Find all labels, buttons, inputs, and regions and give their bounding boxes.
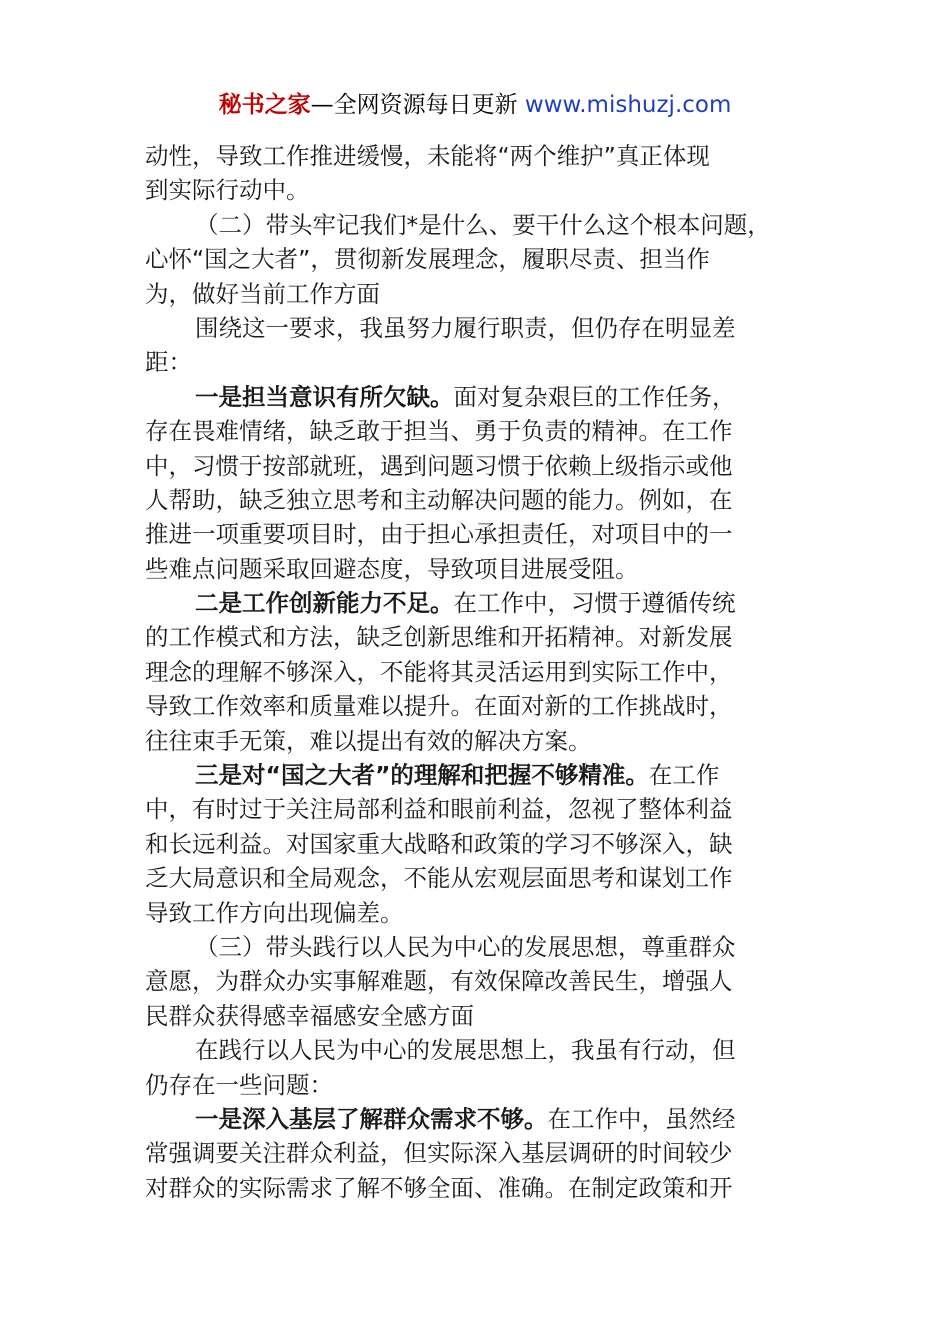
section-heading-line: （三）带头践行以人民为中心的发展思想，尊重群众 xyxy=(195,932,736,961)
point-text: 面对复杂艰巨的工作任务， xyxy=(453,382,736,411)
section-heading-line: （二）带头牢记我们*是什么、要干什么这个根本问题， xyxy=(195,210,771,239)
section-heading-line: 为，做好当前工作方面 xyxy=(145,279,380,308)
point-title: 三是对“国之大者”的理解和把握不够精准。 xyxy=(195,761,649,790)
text-line: 导致工作效率和质量难以提升。在面对新的工作挑战时， xyxy=(145,692,733,721)
section-heading-line: 民群众获得感幸福感安全感方面 xyxy=(145,1001,474,1030)
text-line: 围绕这一要求，我虽努力履行职责，但仍存在明显差 xyxy=(195,313,736,342)
text-line: 中，习惯于按部就班，遇到问题习惯于依赖上级指示或他 xyxy=(145,451,733,480)
text-line: 和长远利益。对国家重大战略和政策的学习不够深入，缺 xyxy=(145,829,733,858)
text-line: 对群众的实际需求了解不够全面、准确。在制定政策和开 xyxy=(145,1173,733,1202)
point-title: 一是担当意识有所欠缺。 xyxy=(195,382,454,411)
text-line: 推进一项重要项目时，由于担心承担责任，对项目中的一 xyxy=(145,520,733,549)
text-line: 常强调要关注群众利益，但实际深入基层调研的时间较少 xyxy=(145,1139,733,1168)
header-tagline: —全网资源每日更新 xyxy=(310,92,525,118)
text-line: 导致工作方向出现偏差。 xyxy=(145,898,404,927)
point-title: 二是工作创新能力不足。 xyxy=(195,589,454,618)
point-text: 在工作中，习惯于遵循传统 xyxy=(453,589,736,618)
page-header xyxy=(0,88,950,122)
text-line: 些难点问题采取回避态度，导致项目进展受阻。 xyxy=(145,554,639,583)
text-line: 存在畏难情绪，缺乏敢于担当、勇于负责的精神。在工作 xyxy=(145,417,733,446)
section-heading-line: 意愿，为群众办实事解难题，有效保障改善民生，增强人 xyxy=(145,967,733,996)
point-text: 在工作中，虽然经 xyxy=(547,1104,736,1133)
point-text: 在工作 xyxy=(648,761,720,790)
text-line: 动性，导致工作推进缓慢，未能将“两个维护”真正体现 xyxy=(145,142,710,170)
text-line: 仍存在一些问题： xyxy=(145,1070,333,1099)
point-title: 一是深入基层了解群众需求不够。 xyxy=(195,1104,548,1133)
text-line: 理念的理解不够深入，不能将其灵活运用到实际工作中， xyxy=(145,657,733,686)
text-line: 往往束手无策，难以提出有效的解决方案。 xyxy=(145,726,592,755)
point-line xyxy=(145,1102,815,1136)
section-heading-line: 心怀“国之大者”，贯彻新发展理念，履职尽责、担当作 xyxy=(145,245,710,274)
point-line xyxy=(145,586,815,620)
text-line: 人帮助，缺乏独立思考和主动解决问题的能力。例如，在 xyxy=(145,485,733,514)
text-line: 在践行以人民为中心的发展思想上，我虽有行动，但 xyxy=(195,1036,736,1065)
text-line: 到实际行动中。 xyxy=(145,176,310,205)
text-line: 的工作模式和方法，缺乏创新思维和开拓精神。对新发展 xyxy=(145,623,733,652)
brand-name: 秘书之家 xyxy=(218,92,311,118)
point-line xyxy=(145,380,815,414)
website-link[interactable]: www.mishuzj.com xyxy=(524,92,732,118)
point-line xyxy=(145,758,815,792)
text-line: 乏大局意识和全局观念，不能从宏观层面思考和谋划工作 xyxy=(145,864,733,893)
text-line: 中，有时过于关注局部利益和眼前利益，忽视了整体利益 xyxy=(145,795,733,824)
document-body xyxy=(145,139,815,1205)
text-line: 距： xyxy=(145,348,192,377)
